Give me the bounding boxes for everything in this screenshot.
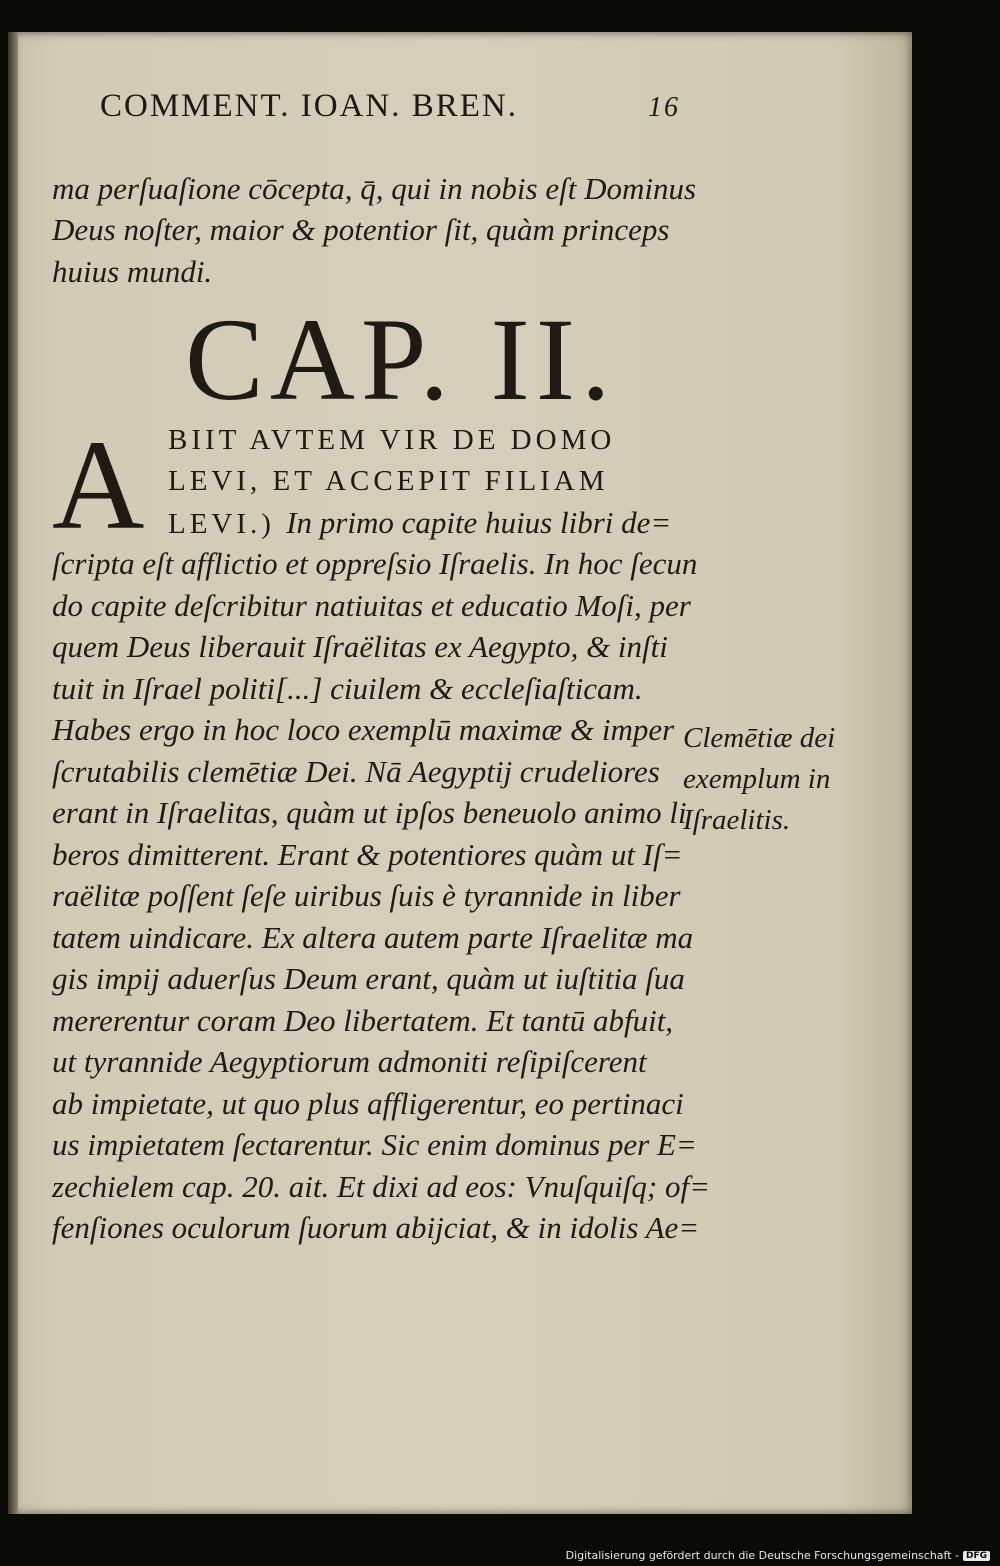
text-line: zechielem cap. 20. ait. Et dixi ad eos: Vnuſquiſq; of= bbox=[52, 1168, 711, 1204]
running-head bbox=[100, 88, 680, 125]
lemma-continuation: In primo capite huius libri de= bbox=[286, 505, 672, 540]
text-line: do capite deſcribitur natiuitas et educatio Moſi, per bbox=[52, 587, 691, 623]
text-line: ſcrutabilis clemētiæ Dei. Nā Aegyptij crudeliores bbox=[52, 753, 660, 789]
digitization-footer bbox=[566, 1549, 990, 1562]
page-number: 16 bbox=[648, 92, 680, 123]
drop-cap-initial: A bbox=[52, 414, 145, 556]
text-line: gis impij aduerſus Deum erant, quàm ut iuſtitia ſua bbox=[52, 961, 685, 996]
text-line: erant in Iſraelitas, quàm ut ipſos beneuolo animo li bbox=[52, 795, 687, 830]
caps-lemma: LEVI.) bbox=[168, 508, 275, 540]
text-line: tatem uindicare. Ex altera autem parte Iſraelitæ ma bbox=[52, 919, 694, 955]
page-gutter-shadow bbox=[8, 32, 18, 1514]
margin-note-line: Iſraelitis. bbox=[683, 804, 791, 836]
text-line: mererentur coram Deo libertatem. Et tantū abfuit, bbox=[52, 1002, 674, 1038]
caps-line: BIIT AVTEM VIR DE DOMO bbox=[168, 424, 616, 456]
marginal-note bbox=[683, 718, 883, 841]
caps-line-with-text bbox=[168, 502, 688, 543]
chapter-heading: CAP. II. bbox=[185, 294, 617, 425]
top-text-block bbox=[52, 168, 697, 292]
text-line: Habes ergo in hoc loco exemplū maximæ & imper bbox=[52, 712, 675, 747]
text-line: raëlitæ poſſent ſeſe uiribus ſuis è tyrannide in liber bbox=[52, 878, 681, 913]
text-line: tuit in Iſrael politi[...] ciuilem & eccleſiaſticam. bbox=[52, 670, 643, 706]
text-line: quem Deus liberauit Iſraëlitas ex Aegypto, & inſti bbox=[52, 629, 668, 664]
text-line: ab impietate, ut quo plus affligerentur, eo pertinaci bbox=[52, 1085, 684, 1121]
text-line: fenſiones oculorum ſuorum abijciat, & in idolis Ae= bbox=[52, 1210, 700, 1245]
body-text-block bbox=[52, 543, 711, 1249]
running-head-title: COMMENT. IOAN. BREN. bbox=[100, 88, 518, 124]
text-line: Deus noſter, maior & potentior ſit, quàm princeps bbox=[52, 212, 670, 248]
opening-caps-block bbox=[168, 420, 688, 543]
margin-note-line: Clemētiæ dei bbox=[683, 722, 836, 754]
text-line: beros dimitterent. Erant & potentiores quàm ut Iſ= bbox=[52, 836, 683, 872]
text-line: ma perſuaſione cōcepta, q̄, qui in nobis eſt Dominus bbox=[52, 171, 697, 206]
caps-line: LEVI, ET ACCEPIT FILIAM bbox=[168, 465, 609, 497]
text-line: huius mundi. bbox=[52, 253, 213, 289]
text-line: us impietatem ſectarentur. Sic enim dominus per E= bbox=[52, 1127, 697, 1162]
dfg-logo: DFG bbox=[963, 1551, 990, 1561]
margin-note-line: exemplum in bbox=[683, 763, 831, 795]
text-line: ut tyrannide Aegyptiorum admoniti reſipiſcerent bbox=[52, 1044, 647, 1079]
footer-credit: Digitalisierung gefördert durch die Deutsche Forschungsgemeinschaft - bbox=[565, 1549, 959, 1562]
text-line: ſcripta eſt afflictio et oppreſsio Iſraelis. In hoc ſecun bbox=[52, 546, 698, 581]
